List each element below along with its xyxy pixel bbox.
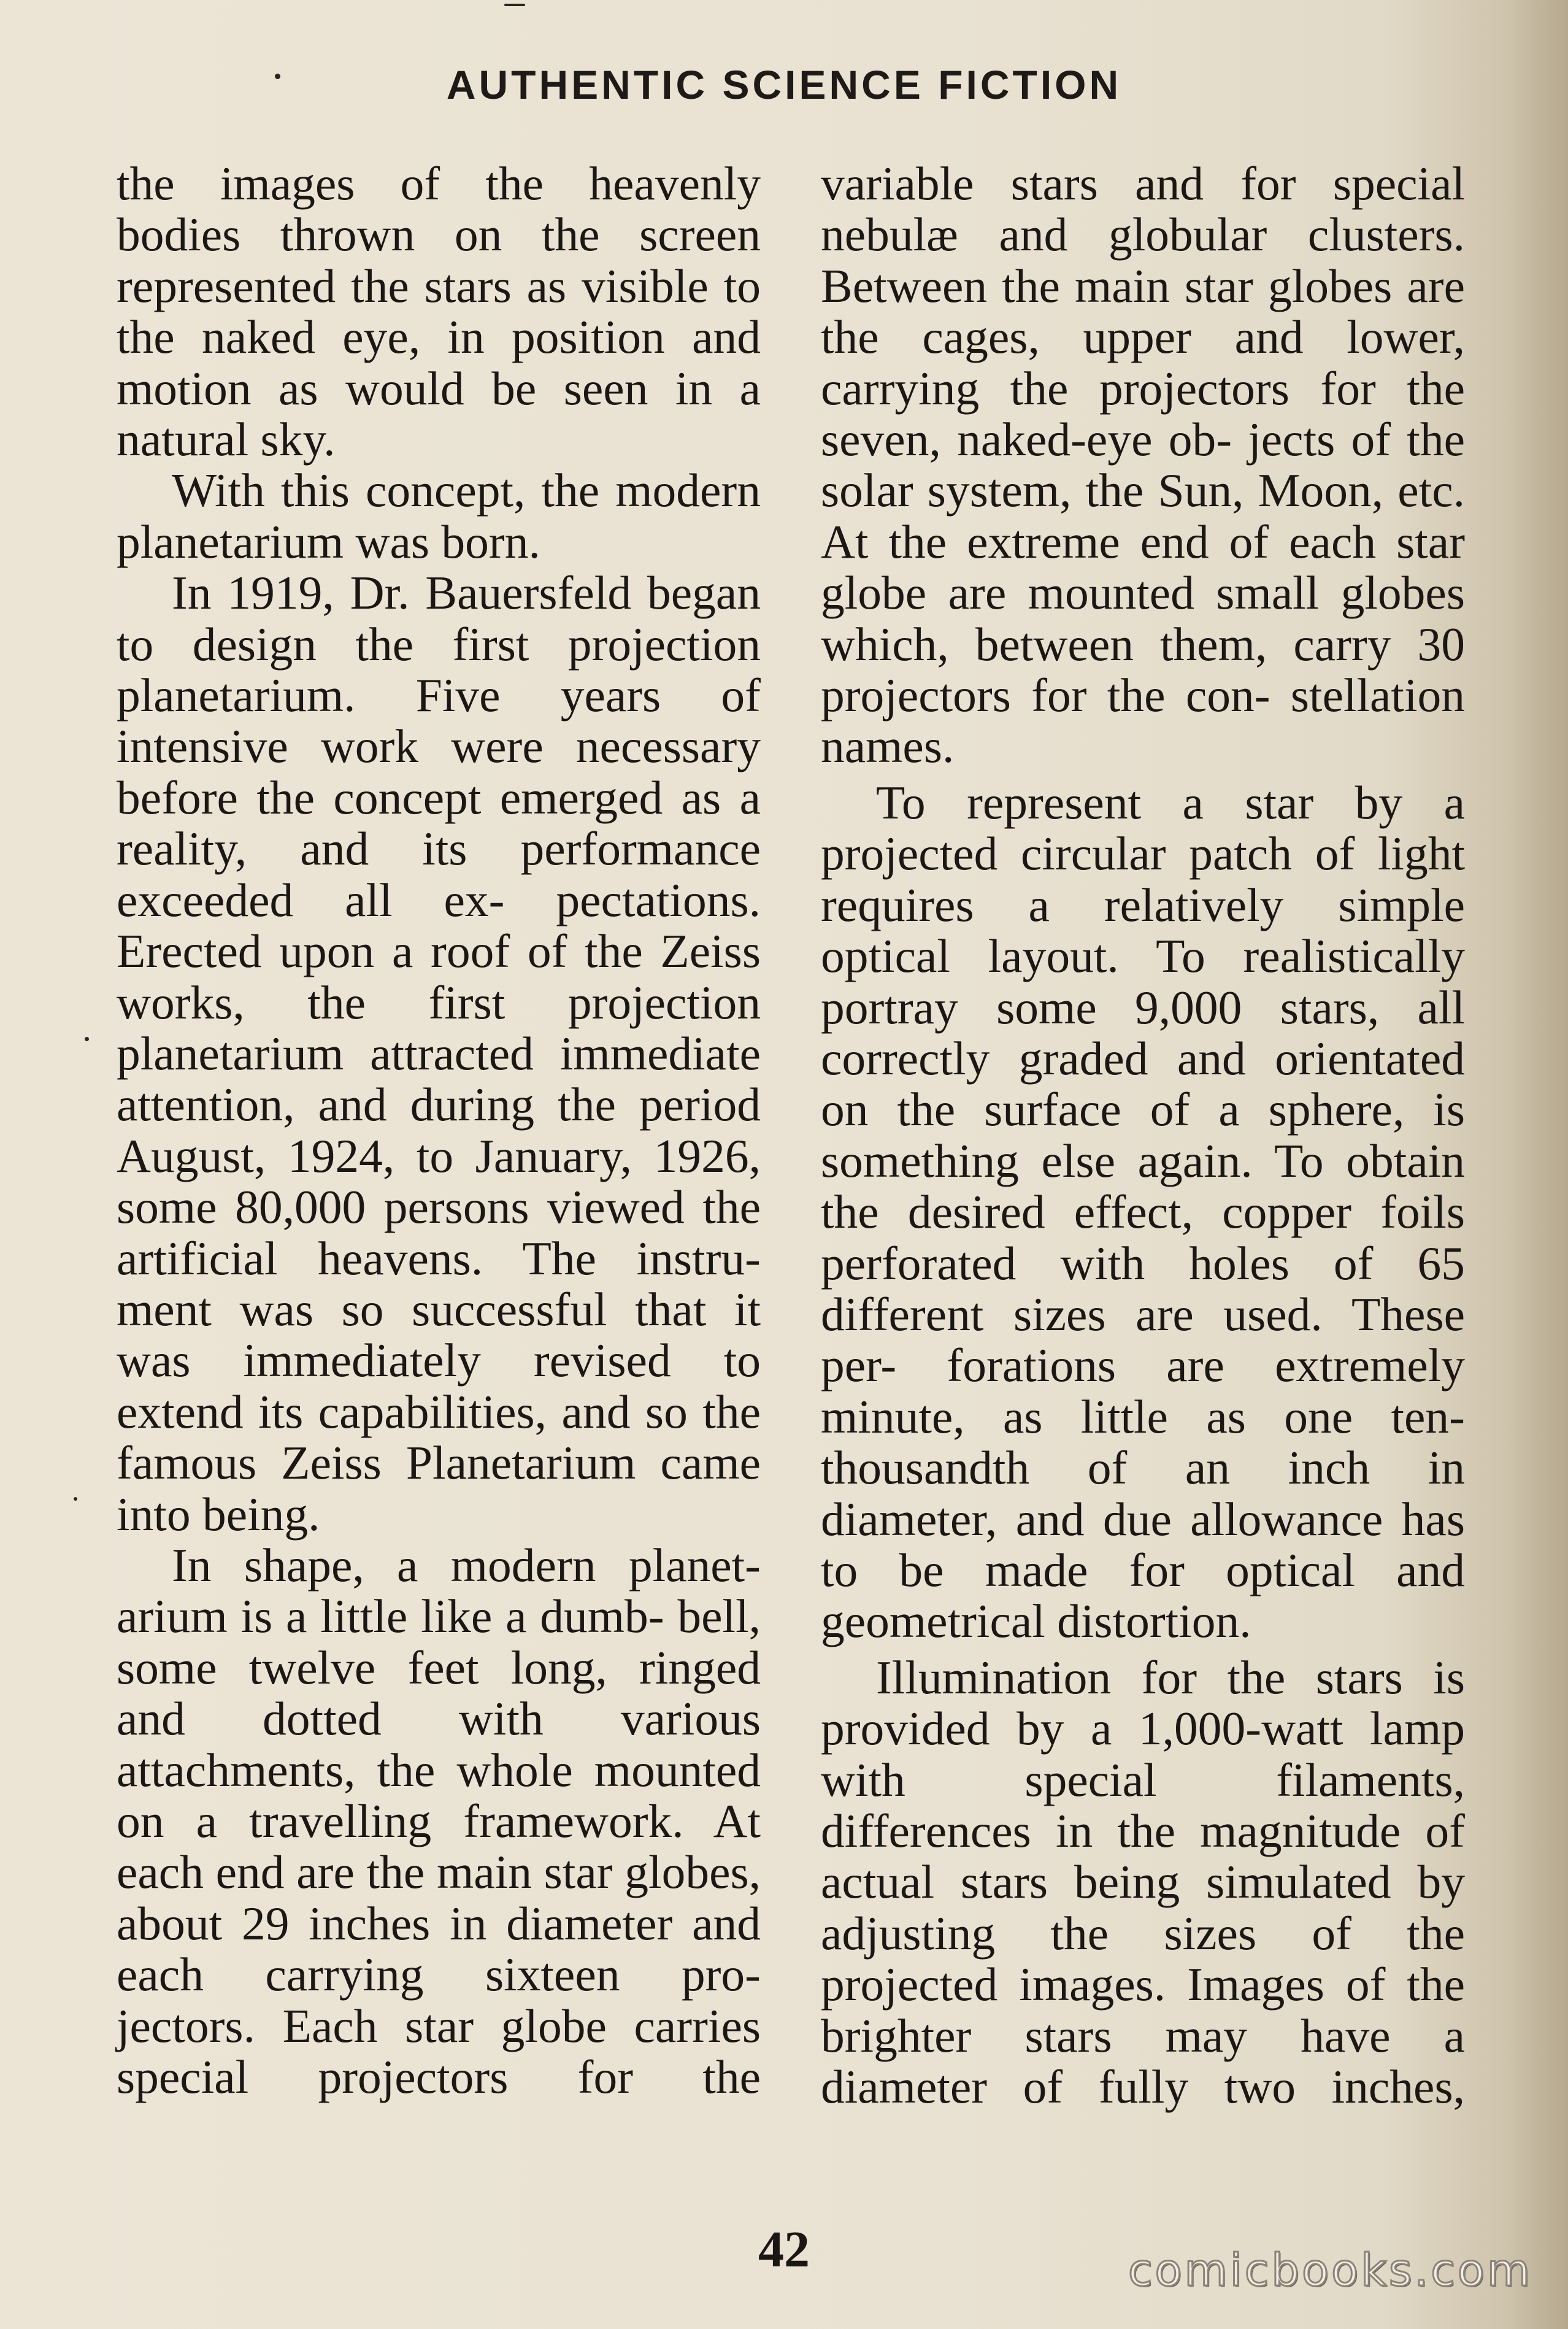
paragraph: In shape, a modern planet- arium is a little like a dumb- bell, some twelve feet long, ringed and dotted with various attachments, the whole mounted on a travelling framework. At each end are the main star globes, about 29 inches in diameter and each carrying sixteen pro- jectors. Each star globe carries special projectors for the bbox=[117, 1538, 761, 2104]
print-speck bbox=[85, 1037, 89, 1041]
paragraph: Illumination for the stars is provided by a 1,000-watt lamp with special filaments, differences in the magnitude of actual stars being simulated by adjusting the sizes of the projected images. Images of the brighter stars may have a diameter of fully two inches, bbox=[821, 1650, 1465, 2114]
paragraph: To represent a star by a projected circular patch of light requires a relatively simple optical layout. To realistically portray some 9,000 stars, all correctly graded and orientated on the surface of a sphere, is something else again. To obtain the desired effect, copper foils perforated with holes of 65 different sizes are used. These per- forations are extremely minute, as little as one ten-thousandth of an inch in diameter, and due allowance has to be made for optical and geometrical distortion. bbox=[821, 776, 1465, 1648]
watermark: comicbooks.com bbox=[1128, 2244, 1532, 2296]
right-column bbox=[821, 158, 1465, 2112]
print-speck bbox=[74, 1497, 77, 1501]
left-column bbox=[117, 158, 761, 2103]
page-number: 42 bbox=[758, 2221, 810, 2278]
running-header: AUTHENTIC SCIENCE FICTION bbox=[446, 62, 1122, 107]
paragraph: In 1919, Dr. Bauersfeld began to design the first projection planetarium. Five years of intensive work were necessary before the concept emerged as a reality, and its performance exceeded all ex- pectations. Erected upon a roof of the Zeiss works, the first projection planetarium attracted immediate attention, and during the period August, 1924, to January, 1926, some 80,000 persons viewed the artificial heavens. The instru- ment was so successful that it was immediately revised to extend its capabilities, and so the famous Zeiss Planetarium came into being. bbox=[117, 566, 761, 1541]
print-speck bbox=[275, 74, 280, 79]
paragraph: the images of the heavenly bodies thrown on the screen represented the stars as visible to the naked eye, in position and motion as would be seen in a natural sky. bbox=[117, 157, 761, 466]
print-speck bbox=[504, 4, 525, 6]
paragraph: variable stars and for special nebulæ and globular clusters. Between the main star globes are the cages, upper and lower, carrying the projectors for the seven, naked-eye ob- jects of the solar system, the Sun, Moon, etc. At the extreme end of each star globe are mounted small globes which, between them, carry 30 projectors for the con- stellation names. bbox=[821, 157, 1465, 773]
paragraph: With this concept, the modern planetarium was born. bbox=[117, 464, 761, 568]
